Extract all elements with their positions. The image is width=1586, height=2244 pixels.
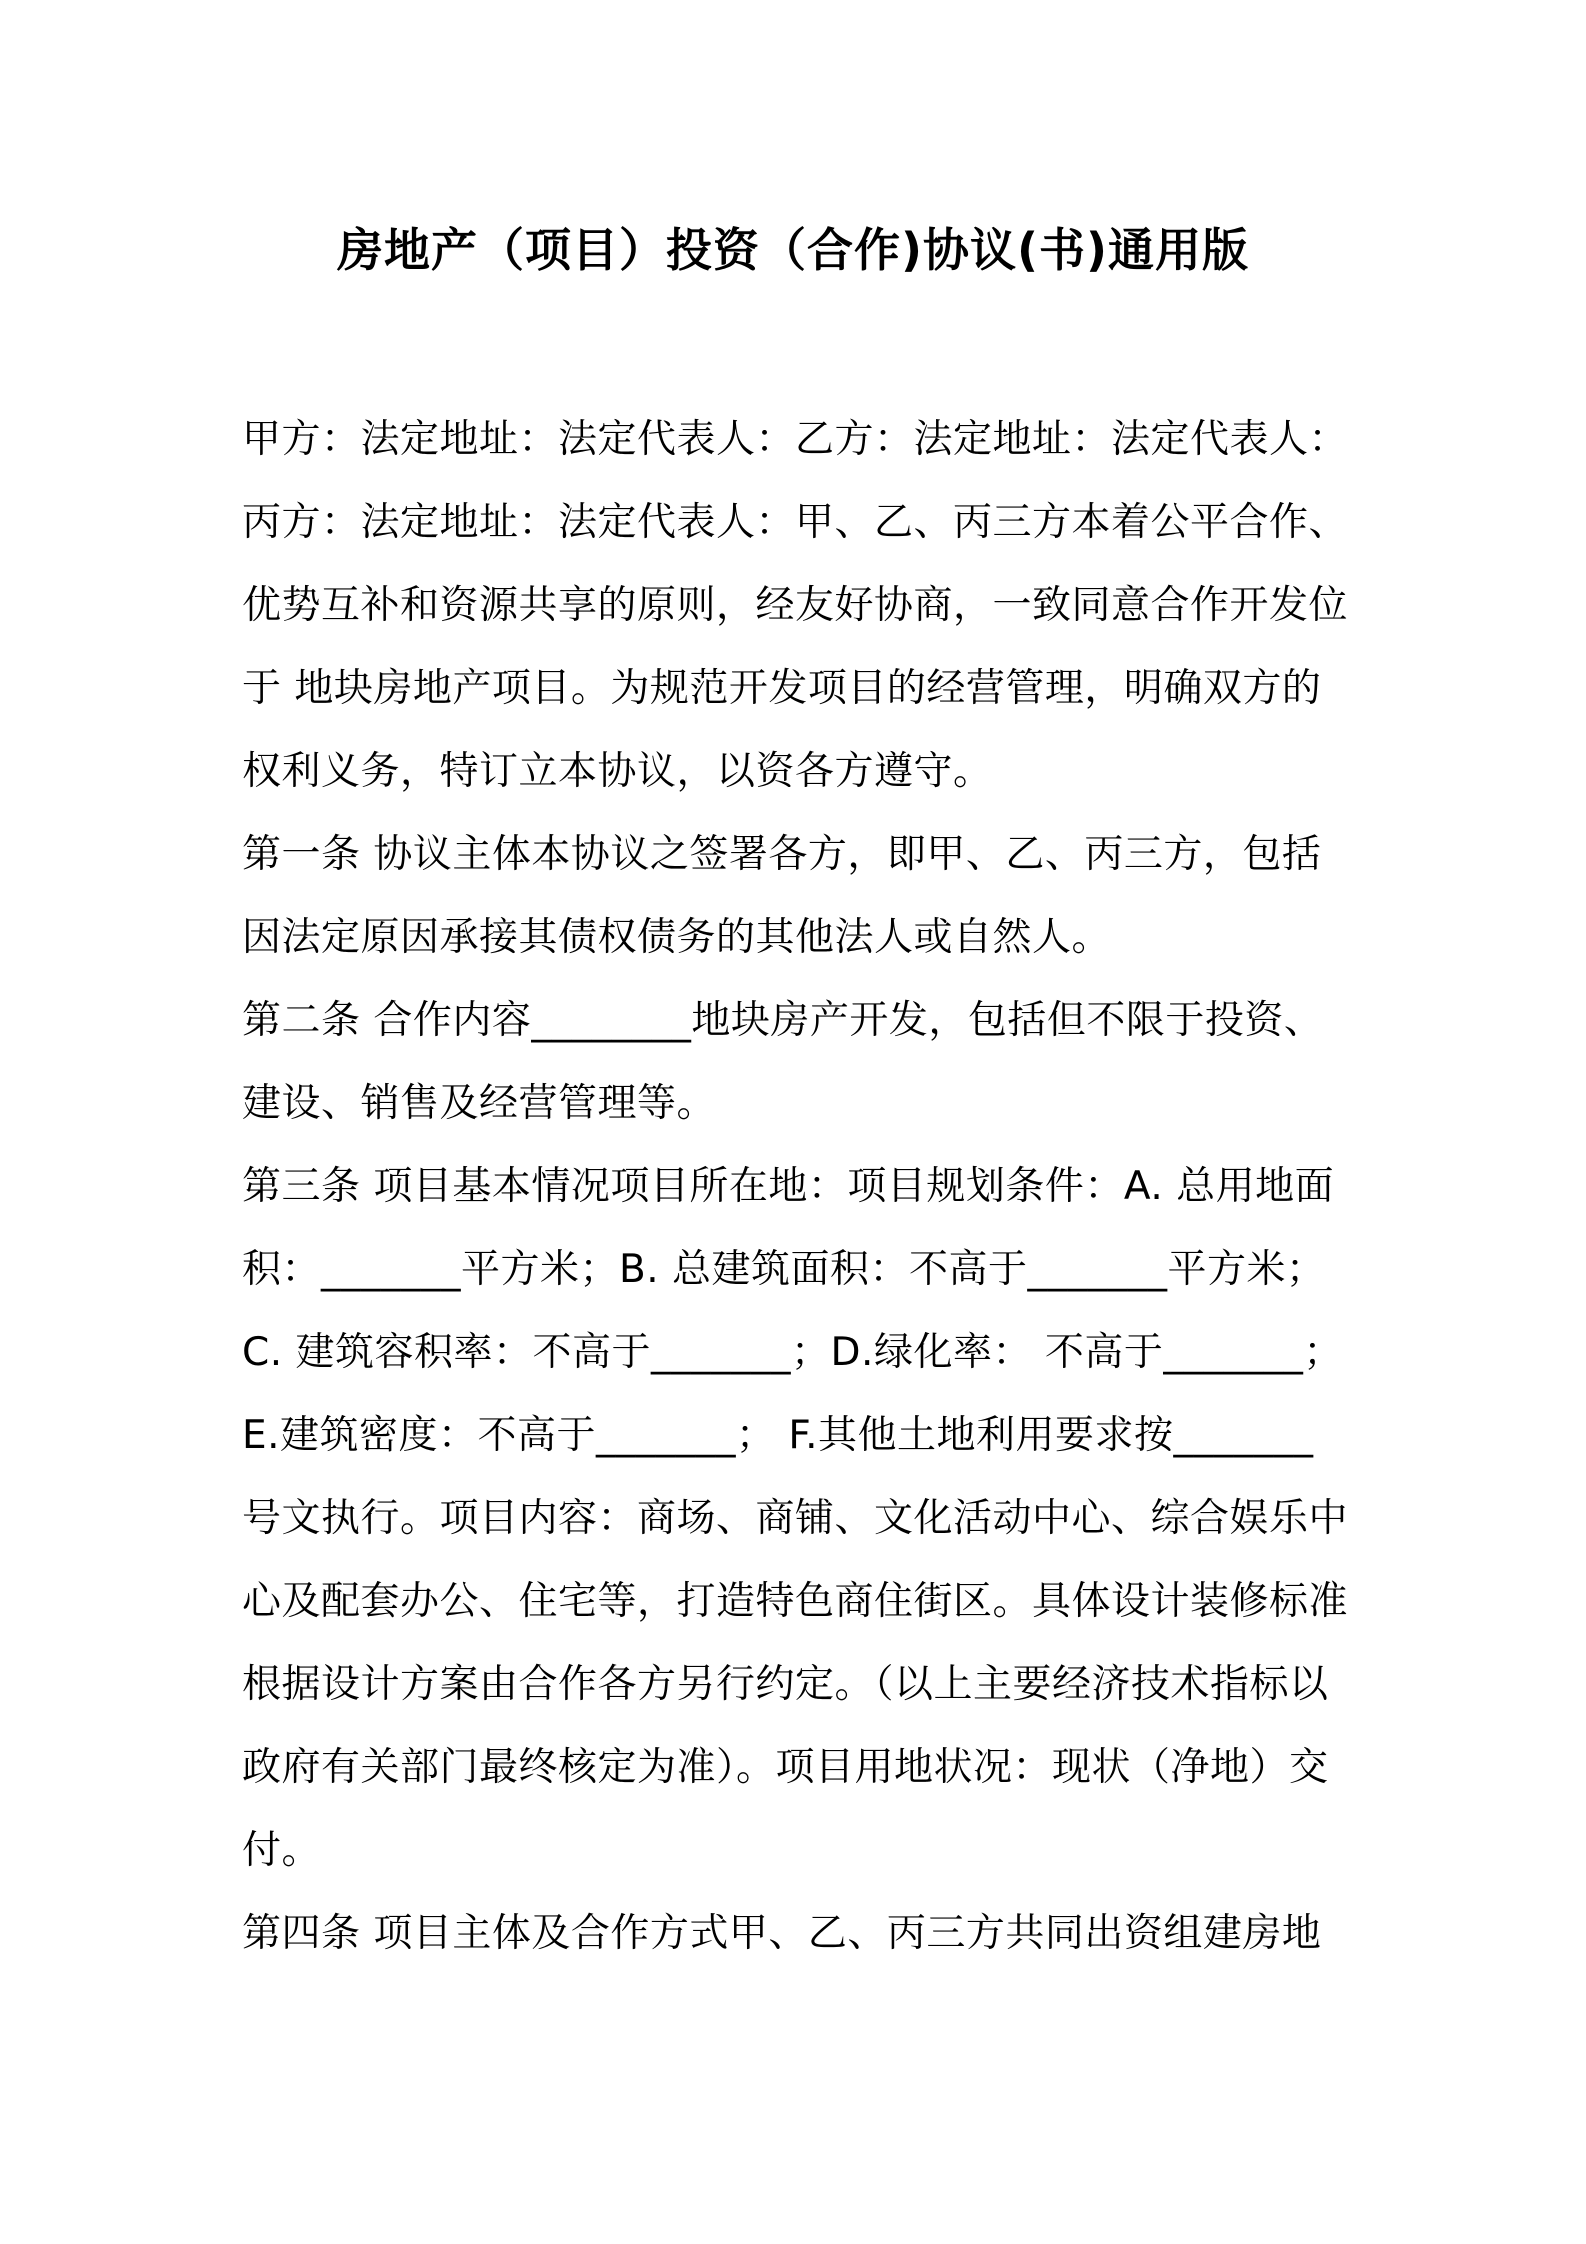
text-line: 甲方：法定地址：法定代表人：乙方：法定地址：法定代表人：: [242, 417, 1349, 462]
text-line: 建设、销售及经营管理等。: [242, 1081, 717, 1126]
text-line: E.建筑密度：不高于_______； F.其他土地利用要求按_______: [242, 1413, 1314, 1458]
text-line: 政府有关部门最终核定为准）。项目用地状况：现状（净地）交: [242, 1745, 1329, 1790]
text-line: 因法定原因承接其债权债务的其他法人或自然人。: [242, 915, 1112, 960]
article-4-heading-line: 第四条 项目主体及合作方式甲、乙、丙三方共同出资组建房地: [242, 1911, 1322, 1956]
text-line: 优势互补和资源共享的原则，经友好协商，一致同意合作开发位: [242, 583, 1349, 628]
document-body: [242, 398, 1360, 1975]
article-2-heading-line: 第二条 合作内容________地块房产开发，包括但不限于投资、: [242, 998, 1324, 1043]
document-title: 房地产（项目）投资（合作)协议(书)通用版: [336, 223, 1250, 277]
article-1-heading-line: 第一条 协议主体本协议之签署各方，即甲、乙、丙三方，包括: [242, 832, 1322, 877]
text-line: 积：_______平方米；B. 总建筑面积：不高于_______平方米；: [242, 1247, 1326, 1292]
text-line: 根据设计方案由合作各方另行约定。（以上主要经济技术指标以: [242, 1662, 1329, 1707]
text-line: 心及配套办公、住宅等，打造特色商住街区。具体设计装修标准: [242, 1579, 1349, 1624]
text-line: C. 建筑容积率：不高于_______；D.绿化率： 不高于_______；: [242, 1330, 1343, 1375]
text-line: 权利义务，特订立本协议，以资各方遵守。: [242, 749, 993, 794]
text-line: 丙方：法定地址：法定代表人：甲、乙、丙三方本着公平合作、: [242, 500, 1349, 545]
text-line: 号文执行。项目内容：商场、商铺、文化活动中心、综合娱乐中: [242, 1496, 1349, 1541]
text-line: 付。: [242, 1828, 322, 1873]
text-line: 于 地块房地产项目。为规范开发项目的经营管理，明确双方的: [242, 666, 1322, 711]
article-3-heading-line: 第三条 项目基本情况项目所在地：项目规划条件：A. 总用地面: [242, 1164, 1335, 1209]
